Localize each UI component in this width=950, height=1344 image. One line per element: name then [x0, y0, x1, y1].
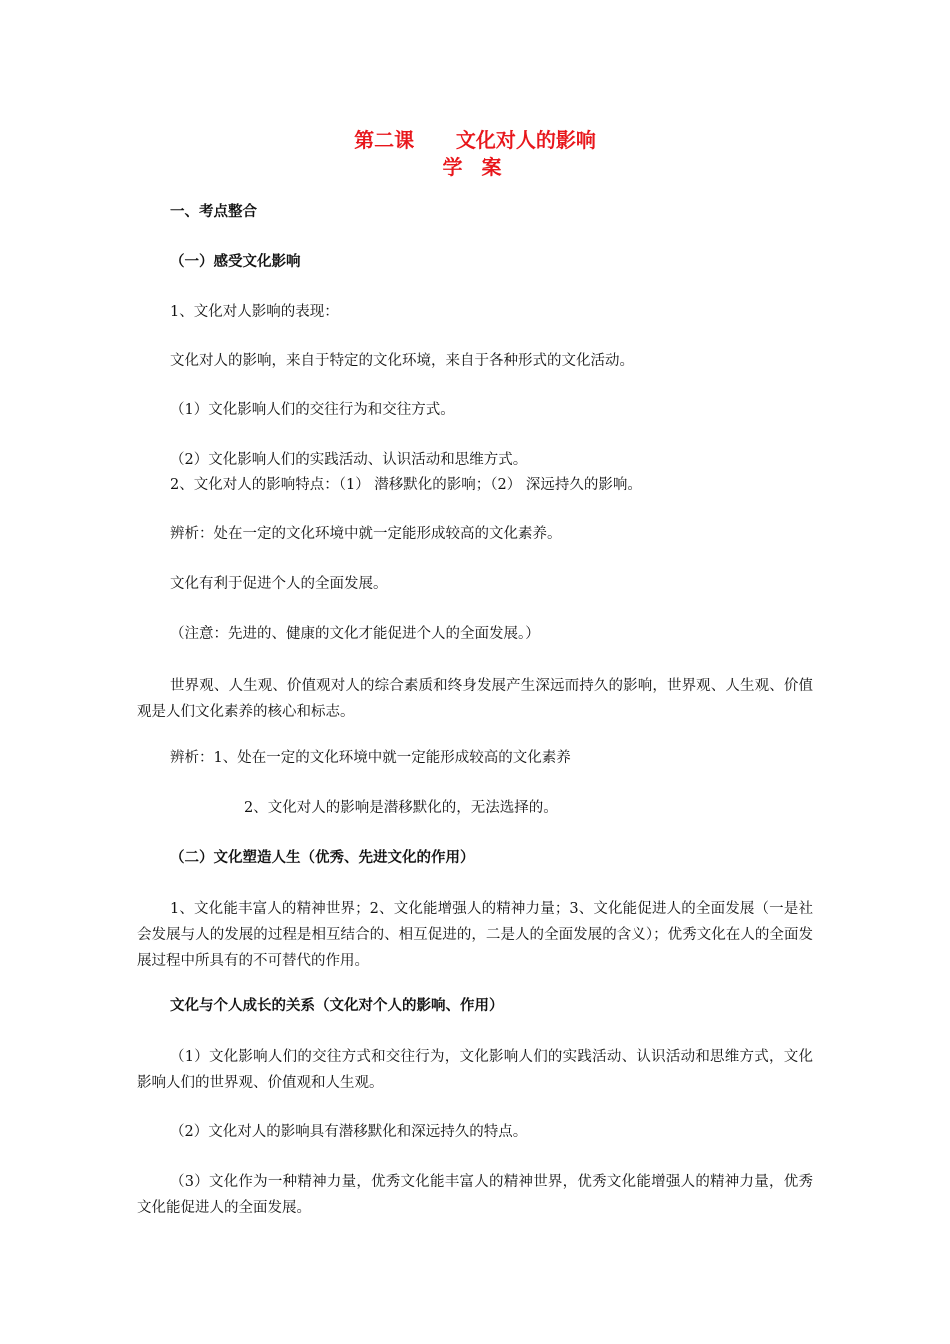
paragraph: 1、文化能丰富人的精神世界；2、文化能增强人的精神力量；3、文化能促进人的全面发展（一是社会发展与人的发展的过程是相互结合的、相互促进的，二是人的全面发展的含义）；优秀文化在人的全面发展过程中所具有的不可替代的作用。: [137, 901, 813, 969]
document-subtitle: 学 案: [442, 155, 508, 179]
section-heading-1: 一、考点整合: [170, 204, 257, 220]
text-line: 2、文化对人的影响特点：（1） 潜移默化的影响；（2） 深远持久的影响。: [170, 477, 642, 493]
text-line: （2）文化影响人们的实践活动、认识活动和思维方式。: [170, 452, 528, 468]
text-line: 文化对人的影响，来自于特定的文化环境，来自于各种形式的文化活动。: [170, 353, 634, 369]
paragraph: （3）文化作为一种精神力量，优秀文化能丰富人的精神世界，优秀文化能增强人的精神力量，优秀文化能促进人的全面发展。: [137, 1174, 813, 1216]
subsection-heading-1: （一）感受文化影响: [170, 254, 301, 270]
text-line: 2、文化对人的影响是潜移默化的，无法选择的。: [244, 800, 558, 816]
text-line: 辨析：处在一定的文化环境中就一定能形成较高的文化素养。: [170, 526, 562, 542]
subsection-heading-2: （二）文化塑造人生（优秀、先进文化的作用）: [170, 850, 475, 866]
text-line: （注意：先进的、健康的文化才能促进个人的全面发展。）: [170, 626, 540, 642]
text-line: （2）文化对人的影响具有潜移默化和深远持久的特点。: [170, 1124, 528, 1140]
text-line: 文化有利于促进个人的全面发展。: [170, 576, 388, 592]
document-title: 第二课 文化对人的影响: [354, 128, 596, 152]
paragraph: 世界观、人生观、价值观对人的综合素质和终身发展产生深远而持久的影响，世界观、人生观、价值观是人们文化素养的核心和标志。: [137, 678, 813, 720]
text-line: 1、文化对人影响的表现：: [170, 304, 339, 320]
text-line: （1）文化影响人们的交往行为和交往方式。: [170, 402, 455, 418]
text-line: 辨析：1、处在一定的文化环境中就一定能形成较高的文化素养: [170, 750, 571, 766]
subsection-heading-3: 文化与个人成长的关系（文化对个人的影响、作用）: [170, 998, 504, 1014]
paragraph: （1）文化影响人们的交往方式和交往行为，文化影响人们的实践活动、认识活动和思维方式，文化影响人们的世界观、价值观和人生观。: [137, 1049, 813, 1091]
